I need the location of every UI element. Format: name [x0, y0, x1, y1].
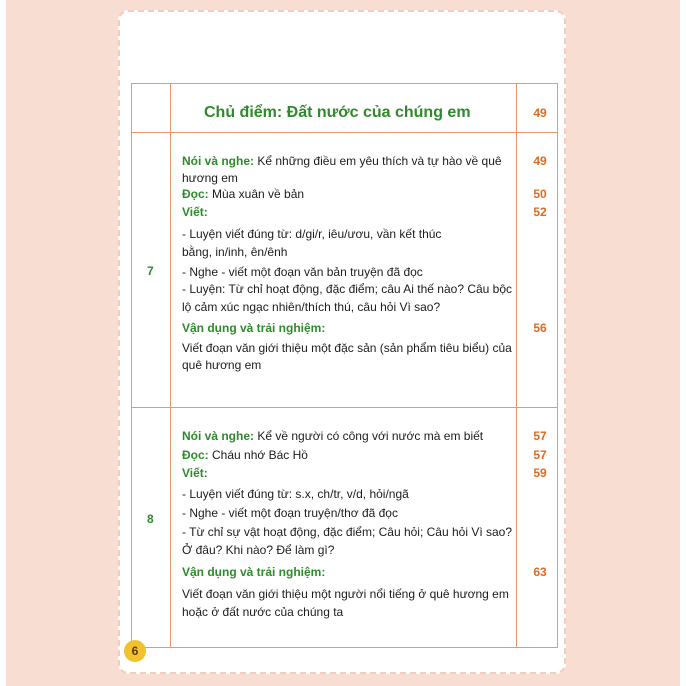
topic-page: 49 — [533, 106, 547, 120]
header-row-divider — [132, 132, 557, 133]
line-text: Ở đâu? Khi nào? Để làm gì? — [182, 543, 335, 557]
section-heading: Viết: — [182, 205, 208, 219]
line-text: - Nghe - viết một đoạn văn bản truyện đã đọc — [182, 265, 423, 279]
lesson-number: 7 — [147, 264, 154, 278]
content-line — [182, 300, 440, 315]
line-text: - Nghe - viết một đoạn truyện/thơ đã đọc — [182, 506, 398, 520]
contents-table — [131, 83, 558, 648]
line-text: Viết đoạn văn giới thiệu một người nổi tiếng ở quê hương em — [182, 587, 509, 601]
section-heading: Vận dụng và trải nghiệm: — [182, 321, 326, 335]
content-line — [182, 565, 325, 580]
content-line — [182, 543, 334, 558]
content-line — [182, 245, 287, 260]
page-ref: 63 — [533, 565, 547, 579]
line-text: Kể những điều em yêu thích và tự hào về quê — [254, 154, 502, 168]
section-heading: Nói và nghe: — [182, 154, 255, 168]
section-heading: Nói và nghe: — [182, 429, 255, 443]
content-line — [182, 321, 325, 336]
content-line — [182, 358, 261, 373]
content-line — [182, 429, 483, 444]
content-line — [182, 282, 512, 297]
line-text: quê hương em — [182, 358, 262, 372]
section-heading: Đọc: — [182, 187, 209, 201]
section-heading: Viết: — [182, 466, 208, 480]
line-text: Viết đoạn văn giới thiệu một đặc sản (sản phẩm tiêu biểu) của — [182, 341, 512, 355]
line-text: hoặc ở đất nước của chúng ta — [182, 605, 344, 619]
page-ref: 50 — [533, 187, 547, 201]
section-heading: Đọc: — [182, 448, 209, 462]
lesson-row-divider — [132, 407, 557, 408]
lesson-column-divider — [170, 84, 171, 647]
page-ref: 52 — [533, 205, 547, 219]
line-text: bằng, in/inh, ên/ênh — [182, 245, 288, 259]
page-ref: 49 — [533, 154, 547, 168]
content-line — [182, 525, 512, 540]
content-line — [182, 605, 343, 620]
content-line — [182, 506, 398, 521]
page-number: 6 — [124, 640, 146, 662]
line-text: Cháu nhớ Bác Hồ — [208, 448, 308, 462]
content-line — [182, 466, 208, 481]
line-text: - Luyện viết đúng từ: d/gi/r, iêu/ươu, vần kết thúc — [182, 227, 442, 241]
line-text: Kể về người có công với nước mà em biết — [254, 429, 484, 443]
content-line — [182, 227, 441, 242]
line-text: lộ cảm xúc ngạc nhiên/thích thú, câu hỏi Vì sao? — [182, 300, 441, 314]
page-ref: 57 — [533, 429, 547, 443]
content-line — [182, 341, 512, 356]
line-text: - Luyện viết đúng từ: s.x, ch/tr, v/d, hỏi/ngã — [182, 487, 409, 501]
line-text: - Luyện: Từ chỉ hoạt động, đặc điểm; câu Ai thế nào? Câu bộc — [182, 282, 513, 296]
content-line — [182, 205, 208, 220]
content-line — [182, 187, 304, 202]
line-text: Mùa xuân về bản — [208, 187, 305, 201]
content-line — [182, 487, 409, 502]
section-heading: Vận dụng và trải nghiệm: — [182, 565, 326, 579]
lesson-number: 8 — [147, 512, 154, 526]
page-ref: 59 — [533, 466, 547, 480]
line-text: hương em — [182, 171, 238, 185]
content-line — [182, 265, 423, 280]
page-ref: 57 — [533, 448, 547, 462]
page-column-divider — [516, 84, 517, 647]
bleed-through-text — [210, 96, 213, 108]
content-line — [182, 448, 308, 463]
content-line — [182, 587, 509, 602]
page-ref: 56 — [533, 321, 547, 335]
content-line — [182, 171, 238, 186]
topic-title: Chủ điểm: Đất nước của chúng em — [204, 104, 471, 121]
line-text: - Từ chỉ sự vật hoạt động, đặc điểm; Câu hỏi; Câu hỏi Vì sao? — [182, 525, 513, 539]
content-line — [182, 154, 502, 169]
